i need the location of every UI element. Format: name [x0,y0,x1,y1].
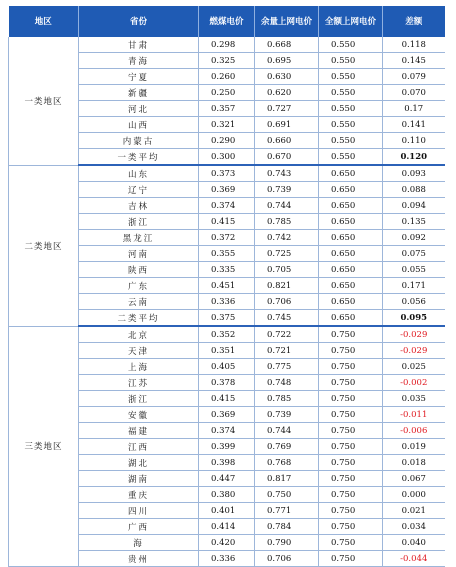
coal-price-cell: 0.415 [199,391,255,407]
province-cell: 安徽 [79,407,199,423]
surplus-price-cell: 0.744 [255,423,319,439]
difference-cell: 0.093 [383,165,445,182]
surplus-price-cell: 0.768 [255,455,319,471]
difference-cell: 0.040 [383,535,445,551]
full-price-cell: 0.650 [319,165,383,182]
surplus-price-cell: 0.817 [255,471,319,487]
surplus-price-cell: 0.727 [255,101,319,117]
full-price-cell: 0.750 [319,326,383,343]
surplus-price-cell: 0.739 [255,182,319,198]
difference-cell: -0.044 [383,551,445,567]
coal-price-cell: 0.374 [199,423,255,439]
region-cell: 三类地区 [9,326,79,567]
surplus-price-cell: 0.745 [255,310,319,327]
coal-price-cell: 0.352 [199,326,255,343]
coal-price-cell: 0.369 [199,182,255,198]
difference-cell: 0.079 [383,69,445,85]
coal-price-cell: 0.420 [199,535,255,551]
full-price-cell: 0.750 [319,343,383,359]
electricity-price-table [8,6,445,567]
header-difference: 差额 [383,6,445,37]
surplus-price-cell: 0.620 [255,85,319,101]
difference-cell: 0.088 [383,182,445,198]
header-surplus-grid-price: 余量上网电价 [255,6,319,37]
province-cell: 山东 [79,165,199,182]
region-cell: 二类地区 [9,165,79,326]
province-cell: 江苏 [79,375,199,391]
coal-price-cell: 0.369 [199,407,255,423]
surplus-price-cell: 0.695 [255,53,319,69]
surplus-price-cell: 0.790 [255,535,319,551]
difference-cell: 0.070 [383,85,445,101]
full-price-cell: 0.550 [319,133,383,149]
full-price-cell: 0.750 [319,471,383,487]
difference-cell: 0.034 [383,519,445,535]
coal-price-cell: 0.375 [199,310,255,327]
difference-cell: 0.056 [383,294,445,310]
province-cell: 湖南 [79,471,199,487]
difference-cell: 0.092 [383,230,445,246]
province-cell: 山西 [79,117,199,133]
full-price-cell: 0.750 [319,519,383,535]
coal-price-cell: 0.357 [199,101,255,117]
surplus-price-cell: 0.748 [255,375,319,391]
difference-cell: 0.075 [383,246,445,262]
full-price-cell: 0.750 [319,439,383,455]
surplus-price-cell: 0.660 [255,133,319,149]
province-cell: 江西 [79,439,199,455]
full-price-cell: 0.650 [319,182,383,198]
difference-cell: 0.095 [383,310,445,327]
full-price-cell: 0.750 [319,455,383,471]
full-price-cell: 0.650 [319,294,383,310]
coal-price-cell: 0.373 [199,165,255,182]
surplus-price-cell: 0.771 [255,503,319,519]
province-cell: 云南 [79,294,199,310]
coal-price-cell: 0.250 [199,85,255,101]
coal-price-cell: 0.335 [199,262,255,278]
difference-cell: -0.029 [383,326,445,343]
coal-price-cell: 0.290 [199,133,255,149]
difference-cell: 0.021 [383,503,445,519]
full-price-cell: 0.650 [319,278,383,294]
surplus-price-cell: 0.775 [255,359,319,375]
full-price-cell: 0.750 [319,487,383,503]
table-row [9,326,445,343]
header-full-grid-price: 全额上网电价 [319,6,383,37]
difference-cell: 0.135 [383,214,445,230]
difference-cell: 0.171 [383,278,445,294]
header-row [9,6,445,37]
full-price-cell: 0.650 [319,230,383,246]
price-table-container [8,6,444,567]
surplus-price-cell: 0.785 [255,391,319,407]
surplus-price-cell: 0.721 [255,343,319,359]
province-cell: 二类平均 [79,310,199,327]
difference-cell: 0.025 [383,359,445,375]
full-price-cell: 0.750 [319,423,383,439]
header-province: 省份 [79,6,199,37]
full-price-cell: 0.650 [319,310,383,327]
difference-cell: 0.110 [383,133,445,149]
header-coal-price: 燃煤电价 [199,6,255,37]
surplus-price-cell: 0.630 [255,69,319,85]
coal-price-cell: 0.351 [199,343,255,359]
coal-price-cell: 0.336 [199,551,255,567]
full-price-cell: 0.750 [319,359,383,375]
surplus-price-cell: 0.691 [255,117,319,133]
surplus-price-cell: 0.784 [255,519,319,535]
table-row [9,37,445,53]
province-cell: 新疆 [79,85,199,101]
province-cell: 广东 [79,278,199,294]
table-body [9,37,445,567]
difference-cell: -0.002 [383,375,445,391]
difference-cell: 0.018 [383,455,445,471]
full-price-cell: 0.750 [319,407,383,423]
full-price-cell: 0.550 [319,37,383,53]
surplus-price-cell: 0.725 [255,246,319,262]
coal-price-cell: 0.405 [199,359,255,375]
difference-cell: 0.141 [383,117,445,133]
difference-cell: 0.055 [383,262,445,278]
province-cell: 陕西 [79,262,199,278]
surplus-price-cell: 0.744 [255,198,319,214]
surplus-price-cell: 0.743 [255,165,319,182]
coal-price-cell: 0.355 [199,246,255,262]
difference-cell: 0.035 [383,391,445,407]
coal-price-cell: 0.414 [199,519,255,535]
province-cell: 福建 [79,423,199,439]
full-price-cell: 0.750 [319,375,383,391]
coal-price-cell: 0.380 [199,487,255,503]
full-price-cell: 0.550 [319,69,383,85]
surplus-price-cell: 0.739 [255,407,319,423]
full-price-cell: 0.750 [319,551,383,567]
coal-price-cell: 0.398 [199,455,255,471]
difference-cell: 0.000 [383,487,445,503]
province-cell: 黑龙江 [79,230,199,246]
surplus-price-cell: 0.750 [255,487,319,503]
difference-cell: 0.019 [383,439,445,455]
surplus-price-cell: 0.821 [255,278,319,294]
coal-price-cell: 0.447 [199,471,255,487]
full-price-cell: 0.550 [319,117,383,133]
province-cell: 河南 [79,246,199,262]
surplus-price-cell: 0.668 [255,37,319,53]
difference-cell: 0.067 [383,471,445,487]
difference-cell: 0.094 [383,198,445,214]
province-cell: 重庆 [79,487,199,503]
coal-price-cell: 0.372 [199,230,255,246]
coal-price-cell: 0.451 [199,278,255,294]
full-price-cell: 0.750 [319,535,383,551]
table-row [9,165,445,182]
full-price-cell: 0.750 [319,391,383,407]
province-cell: 四川 [79,503,199,519]
province-cell: 海 [79,535,199,551]
region-cell: 一类地区 [9,37,79,165]
coal-price-cell: 0.415 [199,214,255,230]
coal-price-cell: 0.336 [199,294,255,310]
surplus-price-cell: 0.706 [255,294,319,310]
surplus-price-cell: 0.769 [255,439,319,455]
surplus-price-cell: 0.742 [255,230,319,246]
coal-price-cell: 0.260 [199,69,255,85]
province-cell: 内蒙古 [79,133,199,149]
coal-price-cell: 0.298 [199,37,255,53]
province-cell: 青海 [79,53,199,69]
surplus-price-cell: 0.705 [255,262,319,278]
full-price-cell: 0.550 [319,101,383,117]
surplus-price-cell: 0.785 [255,214,319,230]
difference-cell: 0.118 [383,37,445,53]
coal-price-cell: 0.325 [199,53,255,69]
province-cell: 浙江 [79,214,199,230]
difference-cell: 0.145 [383,53,445,69]
surplus-price-cell: 0.670 [255,149,319,166]
full-price-cell: 0.550 [319,85,383,101]
province-cell: 吉林 [79,198,199,214]
difference-cell: -0.006 [383,423,445,439]
full-price-cell: 0.650 [319,214,383,230]
surplus-price-cell: 0.706 [255,551,319,567]
province-cell: 北京 [79,326,199,343]
coal-price-cell: 0.378 [199,375,255,391]
coal-price-cell: 0.374 [199,198,255,214]
full-price-cell: 0.650 [319,246,383,262]
province-cell: 辽宁 [79,182,199,198]
province-cell: 宁夏 [79,69,199,85]
province-cell: 一类平均 [79,149,199,166]
coal-price-cell: 0.401 [199,503,255,519]
province-cell: 浙江 [79,391,199,407]
coal-price-cell: 0.300 [199,149,255,166]
coal-price-cell: 0.399 [199,439,255,455]
header-region: 地区 [9,6,79,37]
province-cell: 上海 [79,359,199,375]
difference-cell: 0.17 [383,101,445,117]
province-cell: 河北 [79,101,199,117]
province-cell: 甘肃 [79,37,199,53]
full-price-cell: 0.550 [319,149,383,166]
province-cell: 贵州 [79,551,199,567]
full-price-cell: 0.650 [319,262,383,278]
full-price-cell: 0.750 [319,503,383,519]
surplus-price-cell: 0.722 [255,326,319,343]
full-price-cell: 0.550 [319,53,383,69]
coal-price-cell: 0.321 [199,117,255,133]
difference-cell: -0.029 [383,343,445,359]
full-price-cell: 0.650 [319,198,383,214]
difference-cell: 0.120 [383,149,445,166]
province-cell: 广西 [79,519,199,535]
difference-cell: -0.011 [383,407,445,423]
province-cell: 天津 [79,343,199,359]
province-cell: 湖北 [79,455,199,471]
